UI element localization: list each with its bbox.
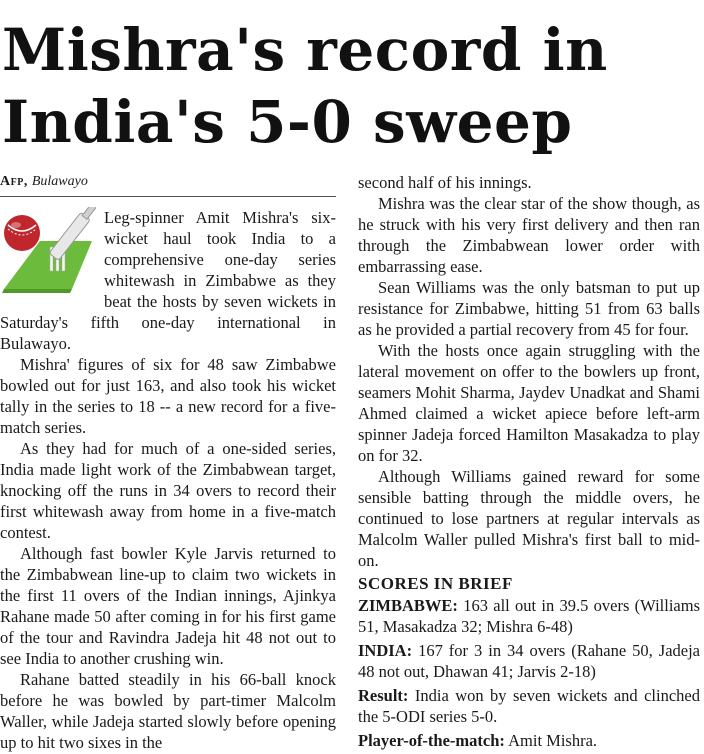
article-paragraph: Sean Williams was the only batsman to put up resistance for Zimbabwe, hitting 51 from 63 balls as he provided a partial recovery from 45 for four. — [358, 278, 700, 339]
score-text: 163 all out in 39.5 overs (Williams 51, Masakadza 32; Mishra 6-48) — [358, 596, 700, 636]
score-label: INDIA: — [358, 641, 413, 660]
score-label: Result: — [358, 686, 409, 705]
byline — [0, 170, 336, 197]
article-paragraph: Rahane batted steadily in his 66-ball knock before he was bowled by part-timer Malcolm Waller, while Jadeja started slowly before opening up to hit two sixes in the — [0, 670, 336, 752]
score-text: India won by seven wickets and clinched the 5-ODI series 5-0. — [358, 686, 700, 726]
right-column — [358, 172, 700, 754]
score-label: ZIMBABWE: — [358, 596, 458, 615]
article-paragraph: As they had for much of a one-sided series, India made light work of the Zimbabwean target, knocking off the runs in 34 overs to record their first whitewash away from home in a five-match contest. — [0, 439, 336, 542]
article-paragraph: Although Williams gained reward for some sensible batting through the middle overs, he continued to lose partners at regular intervals as Malcolm Waller pulled Mishra's first ball to mid-on. — [358, 467, 700, 570]
score-line — [358, 640, 700, 682]
lead-paragraph: Leg-spinner Amit Mishra's six-wicket haul took India to a comprehensive one-day series whitewash in Zimbabwe as they beat the hosts by seven wickets in Saturday's fifth one-day international in Bulawayo. — [0, 208, 336, 353]
lead-block — [0, 207, 336, 354]
article-paragraph-continuation: second half of his innings. — [358, 173, 532, 192]
article-paragraph: Mishra' figures of six for 48 saw Zimbabwe bowled out for just 163, and also took his wicket tally in the series to 18 -- a new record for a five-match series. — [0, 355, 336, 437]
left-column — [0, 170, 336, 753]
cricket-ball-bat-pitch-icon — [0, 207, 96, 293]
headline: Mishra's record in India's 5-0 sweep — [2, 16, 608, 156]
score-line — [358, 685, 700, 727]
score-text: Amit Mishra. — [508, 731, 598, 750]
scores-heading: SCORES IN BRIEF — [358, 574, 513, 593]
byline-agency: Afp, — [0, 174, 28, 189]
article-paragraph: With the hosts once again struggling with the lateral movement on offer to the bowlers up front, seamers Mohit Sharma, Jaydev Unadkat and Shami Ahmed claimed a wicket apiece before left-arm spinner Jadeja forced Hamilton Masakadza to play on for 32. — [358, 341, 700, 465]
score-label: Player-of-the-match: — [358, 731, 505, 750]
article-paragraph: Although fast bowler Kyle Jarvis returned to the Zimbabwean line-up to claim two wickets in the first 11 overs of the Indian innings, Ajinkya Rahane made 50 after coming in for his first game of the tour and Ravindra Jadeja hit 48 not out to see India to another crushing win. — [0, 544, 336, 668]
score-line — [358, 730, 700, 751]
article-paragraph: Mishra was the clear star of the show though, as he struck with his very first delivery and then ran through the Zimbabwean lower order with embarrassing ease. — [358, 194, 700, 276]
score-text: 167 for 3 in 34 overs (Rahane 50, Jadeja 48 not out, Dhawan 41; Jarvis 2-18) — [358, 641, 701, 681]
score-line — [358, 595, 700, 637]
byline-dateline: Bulawayo — [31, 174, 88, 189]
